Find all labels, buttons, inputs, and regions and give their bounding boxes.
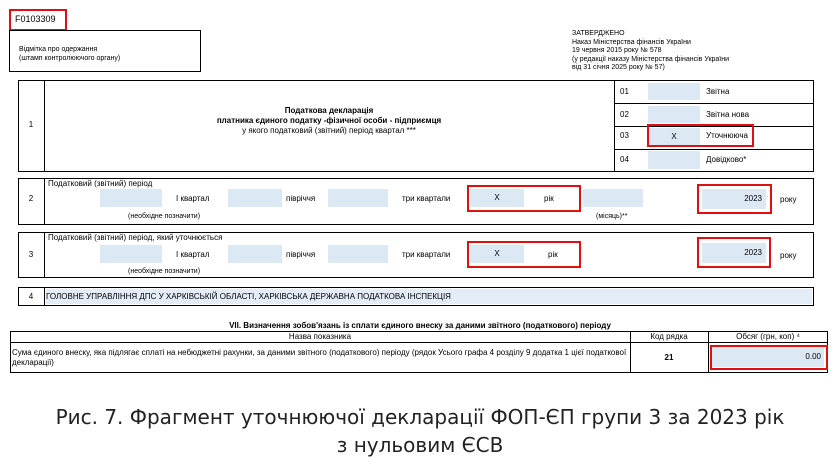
indicator-description: Сума єдиного внеску, яка підлягає сплаті на небюджетні рахунки, за даними звітного (податкового) періоду (рядок Усього графа 4 розділу 9 додатка 1 цієї податкової декларації): [12, 348, 627, 367]
approval-line: 19 червня 2015 року № 578: [572, 47, 662, 54]
row-number: 2: [28, 194, 34, 203]
q1-label: І квартал: [176, 194, 210, 203]
stamp-box: [9, 30, 201, 72]
type-code-03: 03: [620, 131, 629, 140]
nine-months-checkbox[interactable]: [328, 189, 388, 207]
year-word: рік: [548, 250, 558, 259]
tax-authority-value: ГОЛОВНЕ УПРАВЛІННЯ ДПС У ХАРКІВСЬКІЙ ОБЛАСТІ, ХАРКІВСЬКА ДЕРЖАВНА ПОДАТКОВА ІНСПЕКЦІЯ: [46, 292, 451, 301]
declaration-title: [44, 106, 614, 136]
stamp-label: [19, 45, 120, 63]
type-label-04: Довідково*: [706, 155, 747, 164]
nine-months-label: три квартали: [402, 194, 451, 203]
col-amount-header: Обсяг (грн, коп) ⁴: [736, 332, 800, 341]
reporting-period-caption: Податковий (звітний) період: [48, 179, 153, 188]
approval-block: [572, 30, 729, 73]
highlight-type-clarifying: [647, 124, 754, 147]
highlight-amount: [710, 345, 828, 370]
type-checkbox-02[interactable]: [648, 106, 700, 123]
half-year-label: півріччя: [286, 250, 316, 259]
declaration-title-line2: платника єдиного податку -фізичної особи - підприємця: [216, 116, 442, 125]
figure-caption-line2: з нульовим ЄСВ: [336, 433, 504, 457]
half-year-checkbox[interactable]: [228, 189, 282, 207]
note-mark-required: (необхідне позначити): [128, 213, 201, 220]
declaration-title-line1: Податкова декларація: [284, 106, 374, 115]
q1-checkbox[interactable]: [100, 189, 162, 207]
highlight-form-code: [9, 9, 67, 31]
type-label-01: Звітна: [706, 87, 730, 96]
nine-months-checkbox[interactable]: [328, 245, 388, 263]
highlight-year-period: [467, 185, 581, 212]
approval-line: (у редакції наказу Міністерства фінансів України: [572, 55, 730, 63]
half-year-label: півріччя: [286, 194, 316, 203]
section7-title: VII. Визначення зобов'язань із сплати єдиного внеску за даними звітного (податкового) періоду: [229, 321, 611, 330]
row-code: 21: [664, 353, 674, 362]
year-mark: X: [494, 193, 500, 202]
highlight-year-value: [697, 184, 772, 214]
q1-label: І квартал: [176, 250, 210, 259]
row-number: 3: [28, 250, 34, 259]
year-mark: X: [494, 249, 500, 258]
highlight-clarified-year-value: [697, 237, 771, 268]
type-label-03: Уточнююча: [706, 131, 748, 140]
form-code: F0103309: [15, 14, 56, 24]
stamp-label-line2: (штамп контролюючого органу): [19, 55, 121, 62]
approval-line: Наказ Міністерства фінансів України: [572, 38, 691, 46]
highlight-clarified-year-period: [467, 241, 581, 268]
tax-authority-field[interactable]: [46, 289, 812, 304]
type-code-04: 04: [620, 155, 629, 164]
declaration-title-line3: у якого податковий (звітний) період квартал ***: [242, 126, 416, 135]
col-name-header: Назва показника: [288, 332, 352, 341]
type-code-02: 02: [620, 110, 629, 119]
row-number: 1: [28, 120, 34, 129]
nine-months-label: три квартали: [402, 250, 451, 259]
type-checkbox-01[interactable]: [648, 83, 700, 100]
year-label: року: [780, 195, 797, 204]
type-checkbox-04[interactable]: [648, 151, 700, 169]
note-mark-required: (необхідне позначити): [128, 268, 201, 275]
year-label: року: [780, 251, 797, 260]
clarified-year-value: 2023: [744, 248, 762, 257]
col-code-header: Код рядка: [650, 332, 688, 341]
month-field[interactable]: [583, 189, 643, 207]
amount-value: 0.00: [805, 352, 821, 361]
q1-checkbox[interactable]: [100, 245, 162, 263]
note-month: (місяць)**: [596, 213, 628, 220]
row-number: 4: [28, 292, 34, 301]
stamp-label-line1: Відмітка про одержання: [19, 46, 98, 53]
type-mark: X: [671, 132, 677, 141]
clarified-period-caption: Податковий (звітний) період, який уточнюється: [48, 233, 223, 242]
figure-caption-line1: Рис. 7. Фрагмент уточнюючої декларації ФОП-ЄП групи 3 за 2023 рік: [55, 405, 785, 429]
year-word: рік: [544, 194, 554, 203]
approval-line: від 31 січня 2025 року № 57): [572, 64, 665, 71]
year-value: 2023: [744, 194, 762, 203]
type-code-01: 01: [620, 87, 629, 96]
approval-line: ЗАТВЕРДЖЕНО: [572, 30, 625, 37]
type-label-02: Звітна нова: [706, 110, 750, 119]
half-year-checkbox[interactable]: [228, 245, 282, 263]
